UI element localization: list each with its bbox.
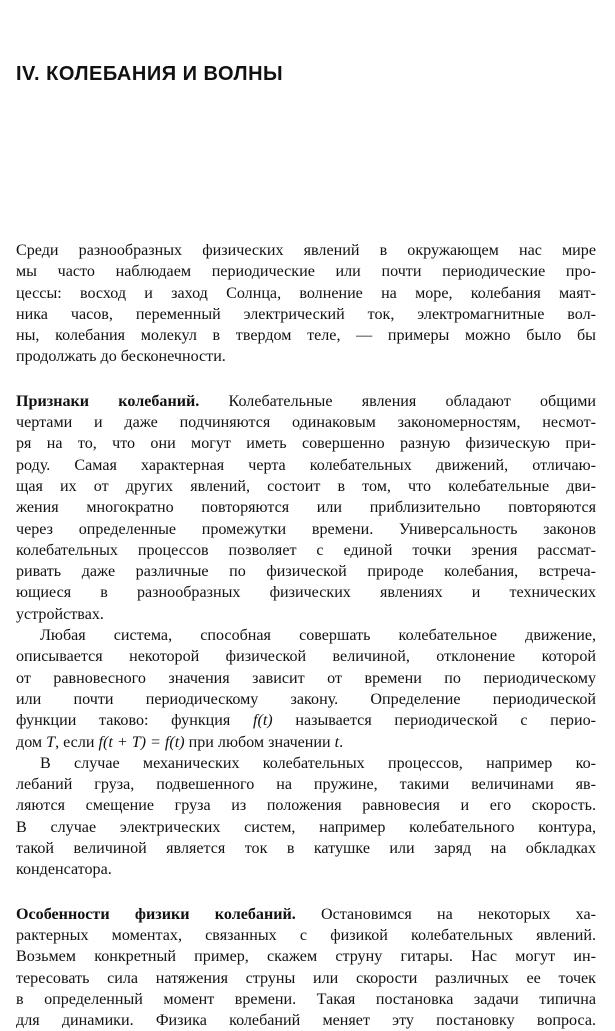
text-line: или почти периодическому закону. Определение периодической <box>16 690 596 708</box>
text-line: через определенные промежутки времени. Универсальность законов <box>16 520 596 538</box>
text-line: рактерных моментах, связанных с физикой колебательных явлений. <box>16 926 596 944</box>
text-line <box>16 710 596 731</box>
section-heading: Особенности физики колебаний. <box>16 905 296 923</box>
text-line: ны, колебания молекул в твердом теле, — примеры можно было бы <box>16 327 596 345</box>
text-line: от равновесного значения зависит от времени по периодическому <box>16 669 596 687</box>
text-line: В случае механических колебательных процессов, например ко- <box>40 754 596 772</box>
text-line <box>16 732 596 753</box>
math-expression: f(t + T) = f(t) <box>98 733 185 751</box>
text-line: ника часов, переменный электрический ток, электромагнитные вол- <box>16 305 596 323</box>
text-line: устройствах. <box>16 605 104 623</box>
math-expression: t <box>334 733 340 751</box>
text-line <box>16 391 596 412</box>
text-line: тересовать сила натяжения струны или скорости различных ее точек <box>16 969 596 987</box>
text-line: конденсатора. <box>16 861 112 879</box>
body-text <box>16 240 596 1031</box>
text-fragment: , если <box>55 733 99 751</box>
text-fragment: функции таково: функция <box>16 712 253 730</box>
text-line: Среди разнообразных физических явлений в окружающем нас мире <box>16 242 596 259</box>
section-signs-of-oscillations <box>16 391 596 881</box>
text-line: В случае электрических систем, например колебательного контура, <box>16 818 596 836</box>
text-line: цессы: восход и заход Солнца, волнение на море, колебания маят- <box>16 284 596 302</box>
text-line: продолжать до бесконечности. <box>16 348 226 366</box>
text-line: описывается некоторой физической величиной, отклонение которой <box>16 648 596 666</box>
text-line: лебаний груза, подвешенного на пружине, такими величинами яв- <box>16 776 596 794</box>
section-gap <box>16 881 596 904</box>
text-line: чертами и даже подчиняются одинаковым закономерностям, несмот- <box>16 414 596 432</box>
text-fragment: дом <box>16 733 47 751</box>
text-line: жения многократно повторяются или приблизительно повторяются <box>16 499 596 517</box>
text-fragment: называется периодической с перио- <box>272 712 596 730</box>
text-fragment: Колебательные явления обладают общими <box>199 392 596 410</box>
text-line: Любая система, способная совершать колебательное движение, <box>40 627 596 645</box>
section-physics-of-oscillations <box>16 904 596 1031</box>
math-expression: f(t) <box>252 712 273 730</box>
text-line: колебательных процессов позволяет с единой точки зрения рассмат- <box>16 541 596 559</box>
chapter-title: IV. КОЛЕБАНИЯ И ВОЛНЫ <box>16 63 284 85</box>
text-line: ря на то, что они могут иметь совершенно разную физическую при- <box>16 435 596 453</box>
text-line: такой величиной является ток в катушке или заряд на обкладках <box>16 840 596 858</box>
text-line: ривать даже различные по физической природе колебания, встреча- <box>16 563 596 581</box>
section-gap <box>16 368 596 391</box>
text-line: роду. Самая характерная черта колебательных движений, отличаю- <box>16 456 596 474</box>
text-line: ляются смещение груза из положения равновесия и его скорость. <box>16 797 596 815</box>
text-line: для динамики. Физика колебаний меняет эту постановку вопроса. <box>16 1012 596 1030</box>
section-heading: Признаки колебаний. <box>16 392 200 410</box>
math-expression: T <box>46 733 56 751</box>
text-line: ющиеся в разнообразных физических явлениях и технических <box>16 584 596 602</box>
text-fragment: Остановимся на некоторых ха- <box>295 905 596 923</box>
text-line <box>16 904 596 925</box>
text-fragment: при любом значении <box>184 733 335 751</box>
text-line: мы часто наблюдаем периодические или почти периодические про- <box>16 263 596 281</box>
text-line: Возьмем конкретный пример, скажем струну гитары. Нас могут ин- <box>16 948 596 966</box>
intro-paragraph <box>16 240 596 368</box>
text-fragment: . <box>339 733 344 751</box>
text-line: щая их от других явлений, состоит в том, что колебательные дви- <box>16 477 596 495</box>
text-line: в определенный момент времени. Такая постановка задачи типична <box>16 990 596 1008</box>
